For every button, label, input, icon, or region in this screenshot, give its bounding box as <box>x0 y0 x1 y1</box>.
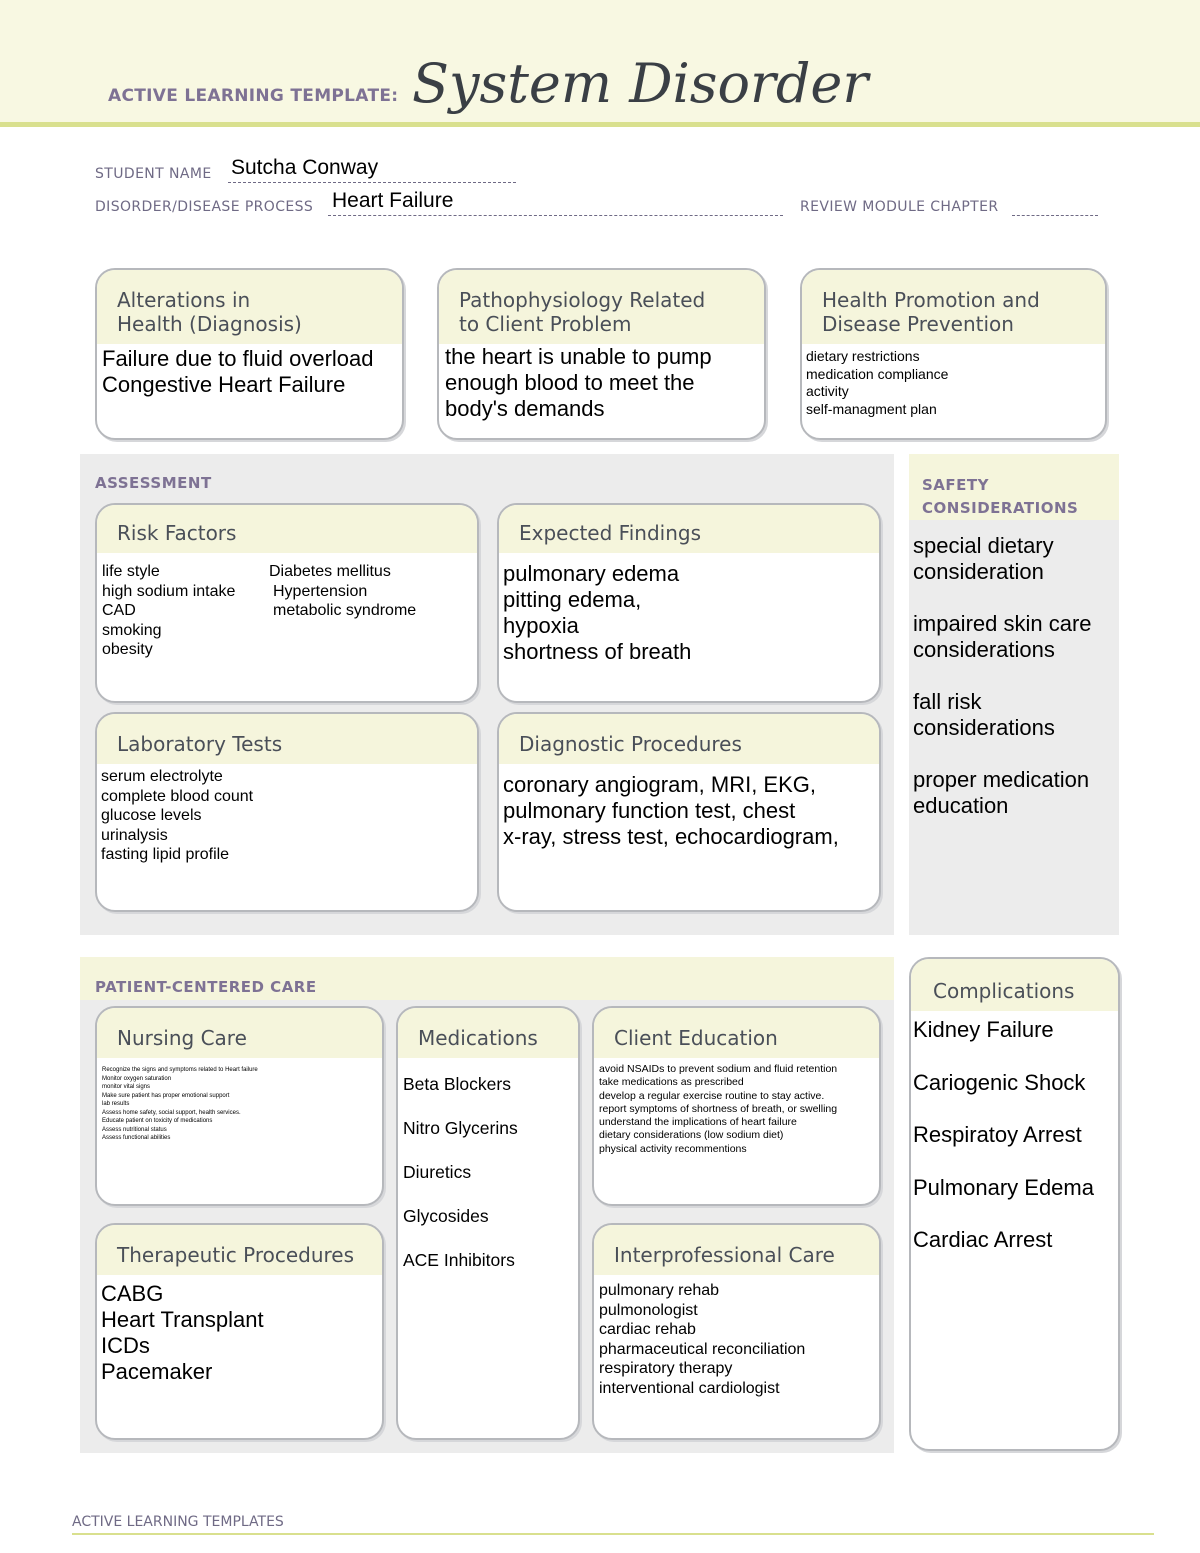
list-item: pulmonologist <box>599 1301 698 1319</box>
list-item: avoid NSAIDs to prevent sodium and fluid retention <box>599 1063 838 1075</box>
safety-title: SAFETY CONSIDERATIONS <box>922 476 1079 517</box>
list-item: ACE Inhibitors <box>403 1250 515 1270</box>
list-item: CABG <box>101 1281 164 1306</box>
list-item: Pulmonary Edema <box>913 1174 1094 1200</box>
student-name-field[interactable] <box>228 156 516 183</box>
list-item: Educate patient on toxicity of medications <box>102 1118 213 1124</box>
laboratory-tests-list <box>97 764 477 865</box>
diagnostic-procedures-card <box>497 712 881 912</box>
list-item: dietary restrictions <box>806 348 920 364</box>
nursing-care-card <box>95 1006 384 1206</box>
list-item: ICDs <box>101 1333 150 1358</box>
client-education-list <box>594 1058 879 1156</box>
list-item: report symptoms of shortness of breath, or swelling <box>599 1102 838 1115</box>
template-label: ACTIVE LEARNING TEMPLATE: <box>108 86 399 106</box>
list-item: lab results <box>102 1101 130 1107</box>
medications-list <box>398 1058 578 1282</box>
list-item: fall risk considerations <box>913 689 1055 740</box>
list-item: pharmaceutical reconciliation <box>599 1340 806 1358</box>
list-item: complete blood count <box>101 787 254 805</box>
list-item: special dietary consideration <box>913 533 1054 584</box>
diagnostic-procedures-title: Diagnostic Procedures <box>499 714 879 764</box>
list-item: dietary considerations (low sodium diet) <box>599 1129 784 1142</box>
list-item: Assess functional abilities <box>102 1135 171 1141</box>
list-item: physical activity recommentions <box>599 1142 747 1155</box>
laboratory-tests-title: Laboratory Tests <box>97 714 477 764</box>
risk-factors-card <box>95 503 479 703</box>
risk-factors-list-right <box>269 562 416 621</box>
diagnostic-procedures-list <box>499 764 879 850</box>
list-item: high sodium intake <box>102 582 236 600</box>
list-item: monitor vital signs <box>102 1084 151 1090</box>
list-item: coronary angiogram, MRI, EKG, <box>503 772 817 797</box>
list-item: Failure due to fluid overload <box>102 346 374 371</box>
list-item: Nitro Glycerins <box>403 1118 518 1138</box>
list-item: Cardiac Arrest <box>913 1227 1053 1252</box>
expected-findings-card <box>497 503 881 703</box>
list-item: Recognize the signs and symptoms related to Heart failure <box>102 1067 258 1073</box>
header-rule <box>0 122 1200 127</box>
list-item: pulmonary edema <box>503 561 680 586</box>
disorder-value: Heart Failure <box>332 189 454 212</box>
therapeutic-procedures-card <box>95 1223 384 1440</box>
medications-card <box>396 1006 580 1440</box>
list-item: x-ray, stress test, echocardiogram, <box>503 824 839 849</box>
risk-factors-list-left <box>102 562 235 660</box>
list-item: proper medication education <box>913 767 1090 818</box>
list-item: take medications as prescribed <box>599 1076 744 1089</box>
list-item: smoking <box>102 621 162 639</box>
list-item: develop a regular exercise routine to stay active. <box>599 1089 825 1102</box>
interprofessional-care-list <box>594 1275 879 1398</box>
assessment-title: ASSESSMENT <box>95 474 212 492</box>
list-item: Diabetes mellitus <box>269 563 391 580</box>
template-title: System Disorder <box>412 52 869 115</box>
health-promotion-card-title: Health Promotion and Disease Prevention <box>802 270 1105 344</box>
health-promotion-card <box>800 268 1107 440</box>
list-item: pulmonary function test, chest <box>503 798 796 823</box>
list-item: interventional cardiologist <box>599 1379 780 1397</box>
expected-findings-list <box>499 553 879 665</box>
list-item: enough blood to meet the <box>445 370 695 395</box>
pathophysiology-card-title: Pathophysiology Related to Client Problem <box>439 270 764 344</box>
alterations-card-title: Alterations in Health (Diagnosis) <box>97 270 402 344</box>
expected-findings-title: Expected Findings <box>499 505 879 553</box>
list-item: pulmonary rehab <box>599 1282 720 1299</box>
list-item: Heart Transplant <box>101 1307 264 1332</box>
list-item: life style <box>102 563 160 580</box>
footer-rule <box>72 1533 1154 1535</box>
pathophysiology-card <box>437 268 766 440</box>
review-module-label: REVIEW MODULE CHAPTER <box>800 199 999 215</box>
footer-text: ACTIVE LEARNING TEMPLATES <box>72 1514 284 1530</box>
alterations-list <box>97 344 402 398</box>
list-item: Glycosides <box>403 1206 489 1226</box>
client-education-card <box>592 1006 881 1206</box>
list-item: Assess nutritional status <box>102 1126 167 1133</box>
student-name-label: STUDENT NAME <box>95 166 212 182</box>
list-item: Congestive Heart Failure <box>102 372 346 397</box>
list-item: CAD <box>102 602 136 619</box>
therapeutic-procedures-title: Therapeutic Procedures <box>97 1225 382 1275</box>
list-item: Kidney Failure <box>913 1017 1054 1042</box>
disorder-label: DISORDER/DISEASE PROCESS <box>95 199 314 215</box>
risk-factors-title: Risk Factors <box>97 505 477 553</box>
list-item: hypoxia <box>503 613 579 638</box>
health-promotion-list <box>802 344 1105 418</box>
list-item: activity <box>806 383 849 399</box>
complications-list <box>911 1011 1118 1253</box>
list-item: urinalysis <box>101 826 168 844</box>
list-item: pitting edema, <box>503 587 642 612</box>
nursing-care-list <box>97 1058 382 1143</box>
list-item: Cariogenic Shock <box>913 1069 1086 1095</box>
list-item: Respiratoy Arrest <box>913 1122 1082 1147</box>
complications-card <box>909 957 1120 1451</box>
list-item: Diuretics <box>403 1162 472 1182</box>
list-item: the heart is unable to pump <box>445 344 712 369</box>
student-name-value: Sutcha Conway <box>231 156 379 179</box>
interprofessional-care-card <box>592 1223 881 1440</box>
list-item: Beta Blockers <box>403 1074 511 1094</box>
therapeutic-procedures-list <box>97 1275 382 1385</box>
list-item: serum electrolyte <box>101 768 223 785</box>
list-item: self-managment plan <box>806 400 937 417</box>
list-item: respiratory therapy <box>599 1360 733 1377</box>
list-item: understand the implications of heart failure <box>599 1116 797 1129</box>
nursing-care-title: Nursing Care <box>97 1008 382 1058</box>
list-item: Monitor oxygen saturation <box>102 1075 172 1082</box>
list-item: Make sure patient has proper emotional support <box>102 1092 230 1099</box>
list-item: obesity <box>102 641 153 658</box>
list-item: metabolic syndrome <box>273 602 417 619</box>
laboratory-tests-card <box>95 712 479 912</box>
list-item: Assess home safety, social support, health services. <box>102 1109 241 1116</box>
interprofessional-care-title: Interprofessional Care <box>594 1225 879 1275</box>
list-item: cardiac rehab <box>599 1321 696 1338</box>
list-item: shortness of breath <box>503 639 692 664</box>
medications-title: Medications <box>398 1008 578 1058</box>
list-item: medication compliance <box>806 365 949 382</box>
patient-centered-care-title: PATIENT-CENTERED CARE <box>95 978 317 996</box>
alterations-card <box>95 268 404 440</box>
review-module-field[interactable] <box>1012 197 1098 216</box>
safety-list <box>913 533 1118 819</box>
list-item: impaired skin care considerations <box>913 611 1092 662</box>
list-item: Pacemaker <box>101 1359 213 1384</box>
list-item: fasting lipid profile <box>101 846 230 863</box>
client-education-title: Client Education <box>594 1008 879 1058</box>
list-item: body's demands <box>445 396 605 421</box>
list-item: Hypertension <box>273 582 368 600</box>
complications-title: Complications <box>911 959 1118 1011</box>
disorder-field[interactable] <box>328 189 783 216</box>
list-item: glucose levels <box>101 807 202 824</box>
pathophysiology-list <box>439 344 764 422</box>
